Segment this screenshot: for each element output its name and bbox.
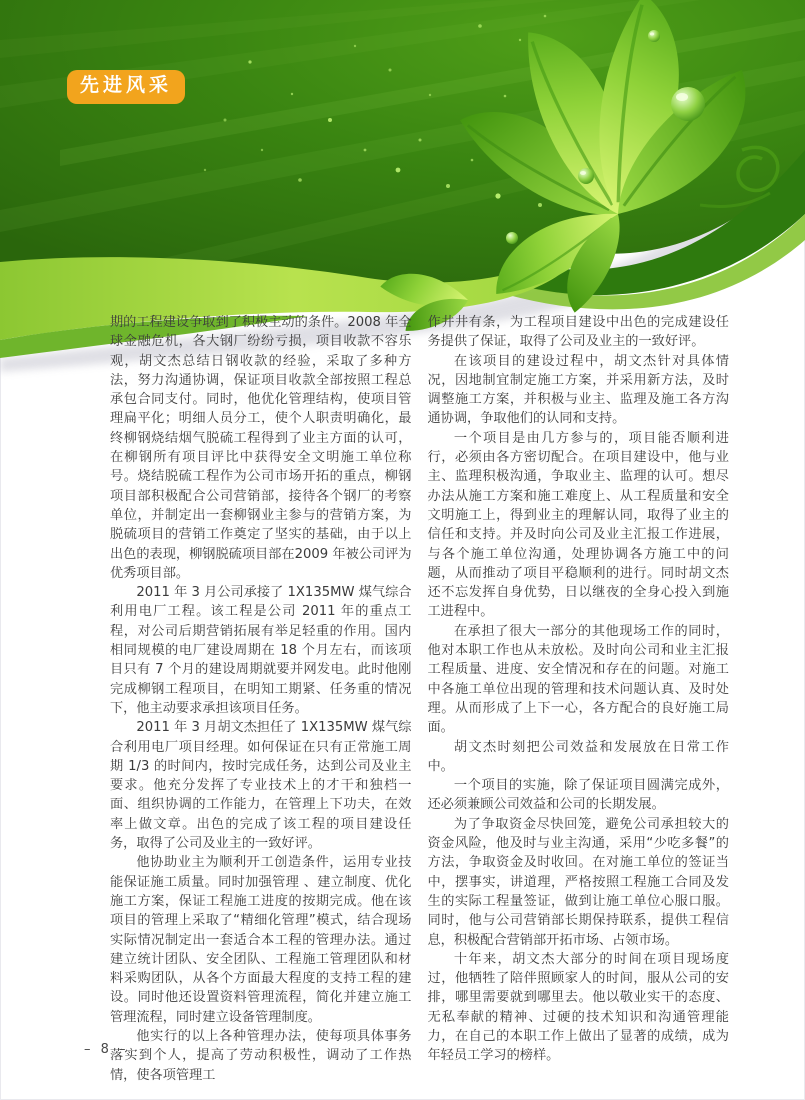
paragraph: 一个项目是由几方参与的，项目能否顺利进行，必须由各方密切配合。在项目建设中，他与业主、监理积极沟通，争取业主、监理的认可。想尽办法从施工方案和施工难度上、从工程质量和安全文明施工上，得到业主的理解认同，取得了业主的信任和支持。并及时向公司及业主汇报工作进展，与各个施工单位沟通，处理协调各方施工中的问题，从而推动了项目平稳顺利的进行。同时胡文杰还不忘发挥自身优势，日以继夜的全身心投入到施工进程中。	[427, 430, 729, 620]
paragraph: 作井井有条，为工程项目建设中出色的完成建设任务提供了保证，取得了公司及业主的一致好评。	[427, 315, 729, 350]
paragraph: 在该项目的建设过程中，胡文杰针对具体情况，因地制宜制定施工方案，并采用新方法，及时调整施工方案，并积极与业主、监理及施工各方沟通协调，争取他们的认同和支持。	[427, 353, 729, 427]
left-column	[110, 313, 412, 1085]
paragraph: 期的工程建设争取到了积极主动的条件。2008 年全球金融危机，各大钢厂纷纷亏损，项目收款不容乐观，胡文杰总结日钢收款的经验，采取了多种方法，努力沟通协调，保证项目收款全部按照工程总承包合同支付。同时，他优化管理结构，使项目管理扁平化；明细人员分工，使个人职责明确化，最终柳钢烧结烟气脱硫工程得到了业主方面的认可，在柳钢所有项目评比中获得安全文明施工单位称号。烧结脱硫工程作为公司市场开拓的重点，柳钢项目部积极配合公司营销部，接待各个钢厂的考察单位，并制定出一套柳钢业主参与的营销方案，为脱硫项目的营销工作奠定了坚实的基础，由于以上出色的表现，柳钢脱硫项目部在2009 年被公司评为优秀项目部。	[110, 315, 412, 581]
paragraph: 为了争取资金尽快回笼，避免公司承担较大的资金风险，他及时与业主沟通，采用“少吃多餐”的方法，争取资金及时收回。在对施工单位的签证当中，摆事实，讲道理，严格按照工程施工合同及发生的实际工程量签证，做到让施工单位心服口服。同时，他与公司营销部长期保持联系，提供工程信息，积极配合营销部开拓市场、占领市场。	[427, 816, 729, 948]
paragraph: 在承担了很大一部分的其他现场工作的同时，他对本职工作也从未放松。及时向公司和业主汇报工程质量、进度、安全情况和存在的问题。对施工中各施工单位出现的管理和技术问题认真、及时处理。从而形成了上下一心，各方配合的良好施工局面。	[427, 623, 729, 736]
paragraph: 十年来，胡文杰大部分的时间在项目现场度过，他牺牲了陪伴照顾家人的时间，服从公司的安排，哪里需要就到哪里去。他以敬业实干的态度、无私奉献的精神、过硬的技术知识和沟通管理能力，在自己的本职工作上做出了显著的成绩，成为年轻员工学习的榜样。	[427, 951, 729, 1064]
article-body	[110, 313, 729, 1085]
page-number: – 8 –	[84, 1042, 129, 1057]
paragraph: 他协助业主为顺利开工创造条件，运用专业技能保证施工质量。同时加强管理 、建立制度、优化施工方案，保证工程施工进度的按期完成。他在该项目的管理上采取了“精细化管理”模式，结合现场实际情况制定出一套适合本工程的管理办法。通过建立统计团队、安全团队、工程施工管理团队和材料采购团队，从各个方面最大程度的支持工程的建设。同时他还设置资料管理流程，简化并建立施工管理流程，同时建立设备管理制度。	[110, 855, 412, 1025]
right-column	[428, 313, 730, 1085]
paragraph: 2011 年 3 月公司承接了 1X135MW 煤气综合利用电厂工程。该工程是公司 2011 年的重点工程，对公司后期营销拓展有举足轻重的作用。国内相同规模的电厂建设周期在 18 个月左右，而该项目只有 7 个月的建设周期就要并网发电。此时他刚完成柳钢工程项目，在明知工期紧、任务重的情况下，他主动要求承担该项目任务。	[110, 585, 412, 716]
section-badge: 先进风采	[67, 70, 185, 104]
paragraph: 胡文杰时刻把公司效益和发展放在日常工作中。	[427, 739, 729, 774]
paragraph: 一个项目的实施，除了保证项目圆满完成外，还必须兼顾公司效益和公司的长期发展。	[427, 778, 729, 813]
paragraph: 2011 年 3 月胡文杰担任了 1X135MW 煤气综合利用电厂项目经理。如何保证在只有正常施工周期 1/3 的时间内，按时完成任务，达到公司及业主要求。他充分发挥了专业技术上的才干和独档一面、组织协调的工作能力，在管理上下功夫，在效率上做文章。出色的完成了该工程的项目建设任务，取得了公司及业主的一致好评。	[110, 720, 412, 852]
paragraph: 他实行的以上各种管理办法，使每项具体事务落实到个人，提高了劳动积极性，调动了工作热情，使各项管理工	[110, 1028, 412, 1083]
